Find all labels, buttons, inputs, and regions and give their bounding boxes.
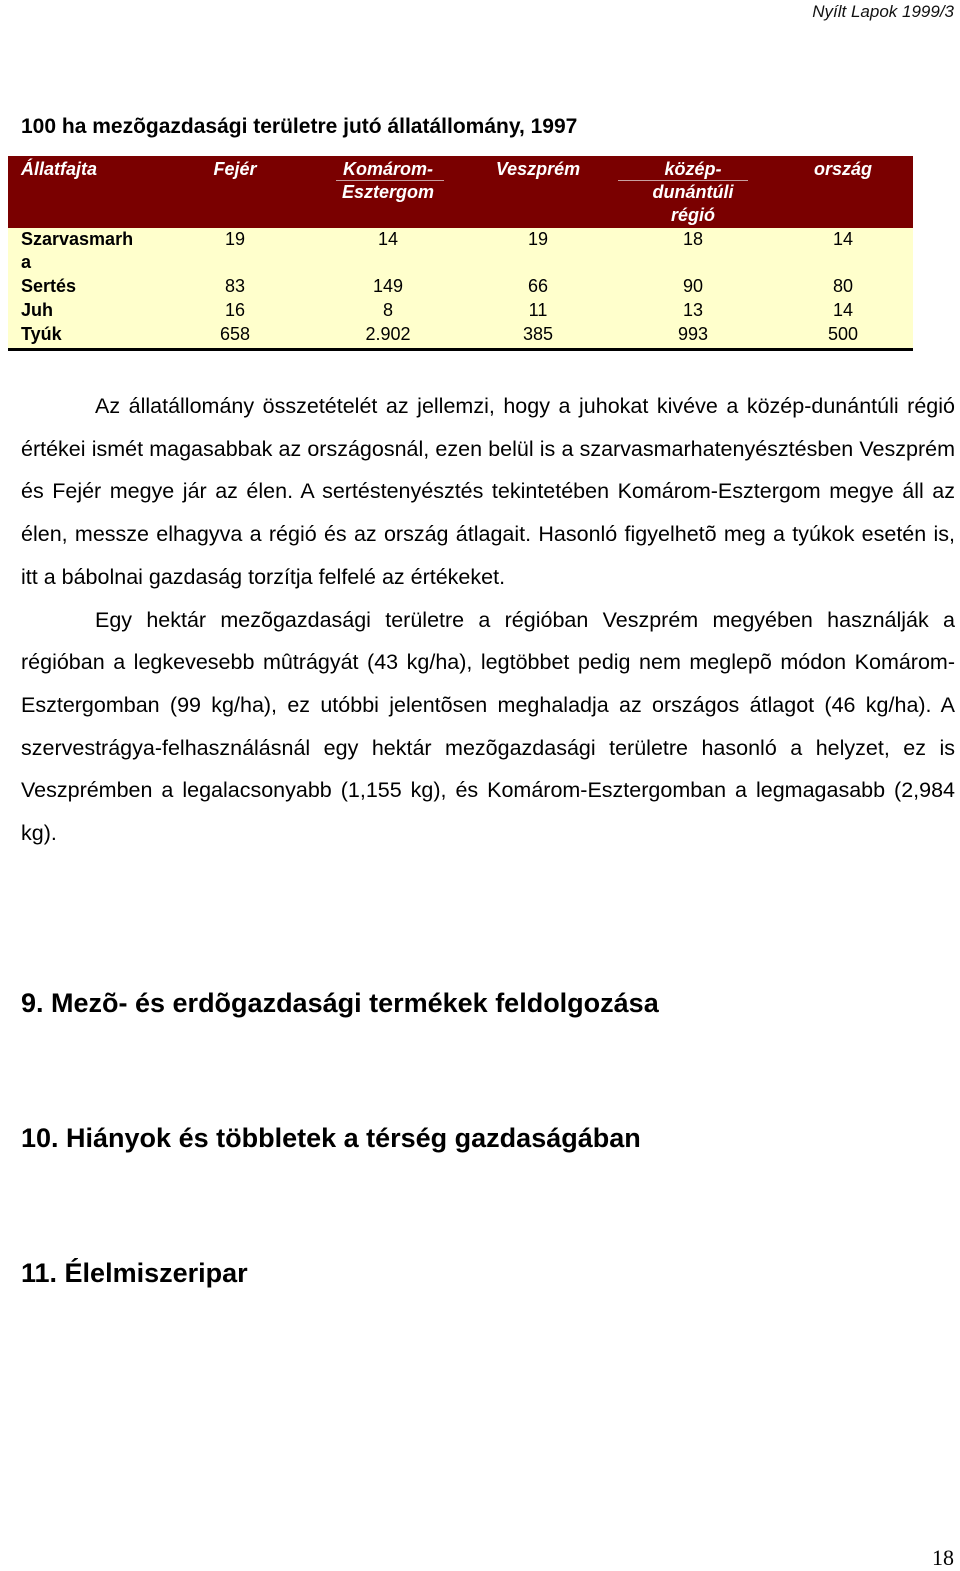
- header-underline: [618, 180, 748, 181]
- column-header-line: régió: [670, 205, 715, 225]
- table-cell: 83: [224, 276, 246, 296]
- table-row: [8, 299, 913, 323]
- section-heading-10: 10. Hiányok és többletek a térség gazdaságában: [21, 1123, 641, 1153]
- column-header-line: Komárom-: [342, 159, 433, 179]
- column-header-orszag: ország: [813, 159, 873, 179]
- table-body: [8, 228, 913, 351]
- column-header-species: Állatfajta: [21, 159, 98, 179]
- table-cell: 19: [527, 229, 549, 249]
- table-cell: 19: [224, 229, 246, 249]
- livestock-table: [8, 156, 913, 351]
- column-header-komarom-esztergom: [308, 158, 468, 204]
- page-number: 18: [932, 1545, 954, 1570]
- table-cell: 993: [677, 324, 709, 344]
- row-label-line: a: [21, 252, 32, 272]
- table-title: 100 ha mezõgazdasági területre jutó állatállomány, 1997: [21, 115, 578, 138]
- row-label: [21, 228, 171, 274]
- column-header-fejer: Fejér: [213, 159, 257, 179]
- section-heading-11: 11. Élelmiszeripar: [21, 1258, 248, 1288]
- table-cell: 8: [382, 300, 393, 320]
- column-header-line: közép-: [664, 159, 722, 179]
- table-cell: 2.902: [365, 324, 411, 344]
- table-cell: 14: [832, 300, 854, 320]
- table-header-row: [8, 156, 913, 228]
- row-label-line: Szarvasmarh: [21, 229, 134, 249]
- section-heading-9: 9. Mezõ- és erdõgazdasági termékek feldolgozása: [21, 988, 659, 1018]
- table-row: [8, 323, 913, 347]
- column-header-kozep-dunantuli-regio: [618, 158, 768, 227]
- column-header-line: dunántúli: [652, 182, 734, 202]
- paragraph: Egy hektár mezõgazdasági területre a régióban Veszprém megyében használják a régióban a legkevesebb mûtrágyát (43 kg/ha), legtöbbet pedig nem meglepõ módon Komárom-Esztergomban (99 kg/ha), ez utóbbi jelentõsen meghaladja az országos átlagot (46 kg/ha). A szervestrágya-felhasználásnál egy hektár mezõgazdasági területre hasonló a helyzet, ez is Veszprémben a legalacsonyabb (1,155 kg), és Komárom-Esztergomban a legmagasabb (2,984 kg).: [21, 607, 955, 846]
- body-text: [21, 385, 955, 855]
- table-cell: 80: [832, 276, 854, 296]
- running-header: Nyílt Lapok 1999/3: [812, 2, 954, 21]
- table-cell: 500: [827, 324, 859, 344]
- table-cell: 90: [682, 276, 704, 296]
- table-cell: 149: [372, 276, 404, 296]
- header-underline: [336, 180, 444, 181]
- table-row: [8, 275, 913, 299]
- table-row: [8, 228, 913, 275]
- row-label: Juh: [21, 300, 54, 320]
- row-label: Sertés: [21, 276, 77, 296]
- table-cell: 14: [377, 229, 399, 249]
- table-cell: 658: [219, 324, 251, 344]
- table-cell: 385: [522, 324, 554, 344]
- table-cell: 11: [528, 300, 548, 320]
- table-cell: 16: [224, 300, 246, 320]
- table-cell: 66: [527, 276, 549, 296]
- row-label: Tyúk: [21, 324, 62, 344]
- column-header-veszprem: Veszprém: [495, 159, 581, 179]
- table-cell: 18: [682, 229, 704, 249]
- table-cell: 14: [832, 229, 854, 249]
- table-cell: 13: [682, 300, 704, 320]
- paragraph: Az állatállomány összetételét az jellemzi, hogy a juhokat kivéve a közép-dunántúli régió értékei ismét magasabbak az országosnál, ezen belül is a szarvasmarhatenyésztésben Veszprém és Fejér megye jár az élen. A sertéstenyésztés tekintetében Komárom-Esztergom megye áll az élen, messze elhagyva a régió és az ország átlagait. Hasonló figyelhetõ meg a tyúkok esetén is, itt a bábolnai gazdaság torzítja felfelé az értékeket.: [21, 394, 955, 589]
- column-header-line: Esztergom: [341, 182, 435, 202]
